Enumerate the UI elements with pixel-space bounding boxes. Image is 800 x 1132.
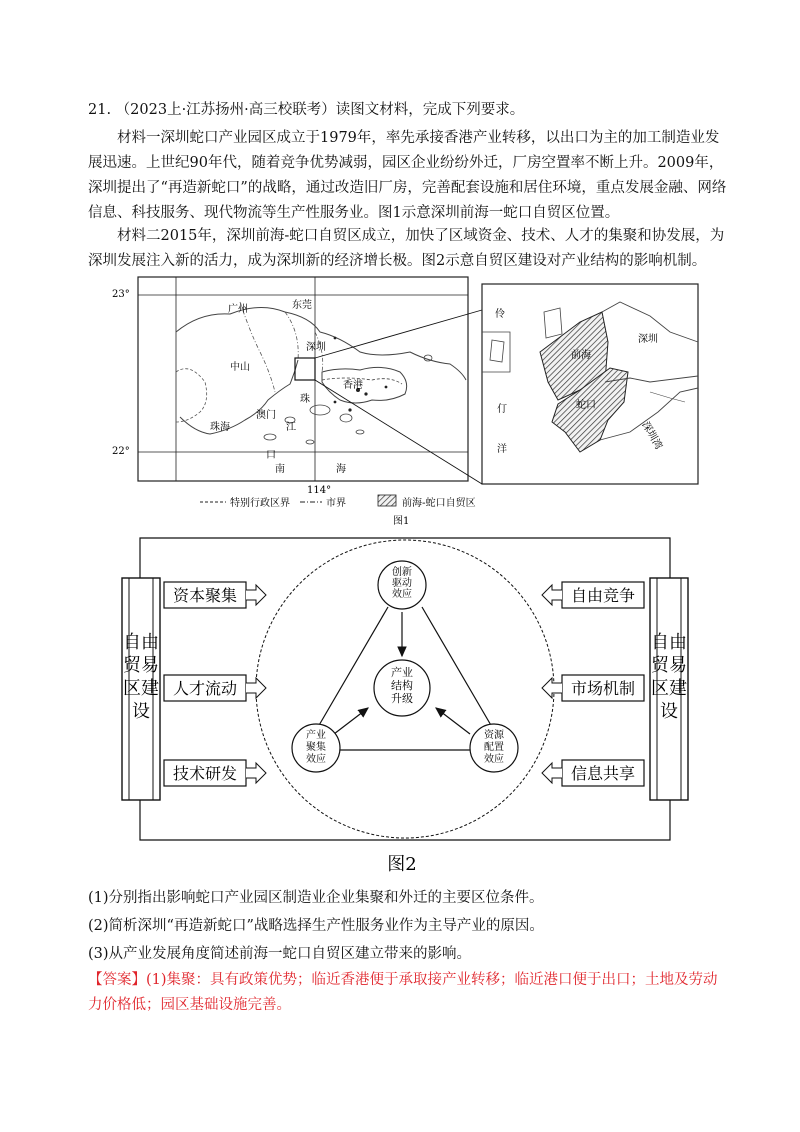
question-prompt: 读图文材料，完成下列要求。 bbox=[335, 102, 525, 118]
inset-label-shenzhen: 深圳 bbox=[638, 334, 658, 345]
material-one: 材料一深圳蛇口产业园区成立于1979年，率先承接香港产业转移，以出口为主的加工制造业发展迅速。上世纪90年代，随着竞争优势减弱，园区企业纷纷外迁，厂房空置率不断上升。2009年，深圳提出了“再造新蛇口”的战略，通过改造旧厂房，完善配套设施和居住环境，重点发展金融、网络信息、科技服务、现代物流等生产性服务业。图1示意深圳前海一蛇口自贸区位置。 bbox=[88, 130, 727, 221]
figure1-caption: 图1 bbox=[393, 516, 410, 527]
node-cluster-label bbox=[306, 728, 326, 765]
left-item-tech bbox=[164, 760, 266, 786]
node-allocation-label bbox=[484, 728, 505, 765]
inset-label-qianhai: 前海 bbox=[571, 350, 591, 361]
label-hongkong: 香港 bbox=[343, 380, 363, 391]
question-3: (3)从产业发展角度简述前海一蛇口自贸区建立带来的影响。 bbox=[88, 946, 472, 962]
label-dongguan: 东莞 bbox=[292, 300, 312, 311]
node-text-line: 设 bbox=[660, 701, 678, 722]
node-text-line: 结构 bbox=[391, 679, 413, 692]
label-kou: 口 bbox=[266, 450, 276, 461]
node-text-line: 升级 bbox=[391, 692, 413, 705]
question-source: （2023上·江苏扬州·高三校联考） bbox=[115, 102, 336, 118]
node-text-line: 区建 bbox=[123, 678, 159, 699]
material-two: 材料二2015年，深圳前海-蛇口自贸区成立，加快了区域资金、技术、人才的集聚和协发展，为深圳发展注入新的活力，成为深圳新的经济增长极。图2示意自贸区建设对产业结构的影响机制。 bbox=[88, 228, 725, 269]
node-text-line: 产业 bbox=[391, 666, 413, 679]
left-item-label: 资本聚集 bbox=[172, 586, 238, 605]
right-item-label: 自由竞争 bbox=[570, 586, 636, 605]
label-zhongshan: 中山 bbox=[230, 362, 250, 373]
right-item-market bbox=[542, 675, 644, 701]
question-1: (1)分别指出影响蛇口产业园区制造业企业集聚和外迁的主要区位条件。 bbox=[88, 890, 544, 906]
label-zhuhai: 珠海 bbox=[210, 422, 230, 433]
label-macau: 澳门 bbox=[256, 410, 276, 421]
node-text-line: 自由 bbox=[651, 632, 687, 653]
node-text-line: 资源 bbox=[484, 730, 504, 741]
node-text-line: 自由 bbox=[123, 632, 159, 653]
node-text-line: 效应 bbox=[306, 754, 326, 765]
answer-block bbox=[88, 968, 728, 1018]
label-hai: 海 bbox=[336, 464, 346, 475]
inset-label-shekou: 蛇口 bbox=[576, 400, 596, 411]
question-number: 21. bbox=[88, 102, 112, 118]
right-item-label: 信息共享 bbox=[570, 764, 636, 783]
node-text-line: 驱动 bbox=[392, 578, 412, 589]
node-text-line: 创新 bbox=[392, 567, 412, 578]
node-text-line: 区建 bbox=[651, 678, 687, 699]
inset-label-yang: 洋 bbox=[497, 444, 507, 455]
node-text-line: 贸易 bbox=[651, 655, 687, 676]
inset-label-ling: 伶 bbox=[495, 309, 505, 320]
answer-label: 【答案】 bbox=[88, 972, 146, 988]
label-nan: 南 bbox=[275, 464, 285, 475]
figure2-diagram bbox=[110, 530, 710, 878]
left-item-talent bbox=[164, 675, 266, 701]
right-item-label: 市场机制 bbox=[570, 679, 636, 698]
right-item-competition bbox=[542, 582, 644, 608]
legend-special-boundary: 特别行政区界 bbox=[230, 498, 290, 509]
figure1-map bbox=[110, 272, 710, 528]
question-header bbox=[88, 98, 524, 119]
inset-label-shenzhen-bay: 深圳湾 bbox=[639, 420, 664, 452]
label-guangzhou: 广州 bbox=[228, 304, 248, 315]
lat-23: 23° bbox=[112, 289, 130, 300]
node-innovation-label bbox=[392, 565, 412, 600]
node-text-line: 效应 bbox=[484, 754, 504, 765]
label-jiang: 江 bbox=[286, 422, 296, 433]
question-2: (2)简析深圳“再造新蛇口”战略选择生产性服务业作为主导产业的原因。 bbox=[88, 918, 544, 934]
node-upgrade-label bbox=[391, 665, 413, 705]
left-item-capital bbox=[164, 582, 266, 608]
legend-city-boundary: 市界 bbox=[326, 498, 346, 509]
answer-text: (1)集聚：具有政策优势；临近香港便于承取接产业转移；临近港口便于出口；土地及劳动力价格低；园区基础设施完善。 bbox=[88, 972, 718, 1013]
node-text-line: 聚集 bbox=[306, 742, 326, 753]
node-text-line: 效应 bbox=[392, 589, 412, 600]
node-text-line: 配置 bbox=[484, 742, 504, 753]
figure2-caption: 图2 bbox=[387, 854, 417, 875]
node-text-line: 设 bbox=[132, 701, 150, 722]
lat-22: 22° bbox=[112, 446, 130, 457]
left-item-label: 人才流动 bbox=[172, 679, 238, 698]
label-zhu: 珠 bbox=[300, 394, 310, 405]
inset-label-ding: 仃 bbox=[497, 404, 507, 415]
right-item-info bbox=[542, 760, 644, 786]
node-text-line: 贸易 bbox=[123, 655, 159, 676]
lon-114: 114° bbox=[307, 485, 332, 496]
legend-ftz: 前海-蛇口自贸区 bbox=[402, 498, 476, 509]
label-shenzhen: 深圳 bbox=[306, 342, 326, 353]
left-item-label: 技术研发 bbox=[172, 764, 238, 783]
node-text-line: 产业 bbox=[306, 730, 326, 741]
